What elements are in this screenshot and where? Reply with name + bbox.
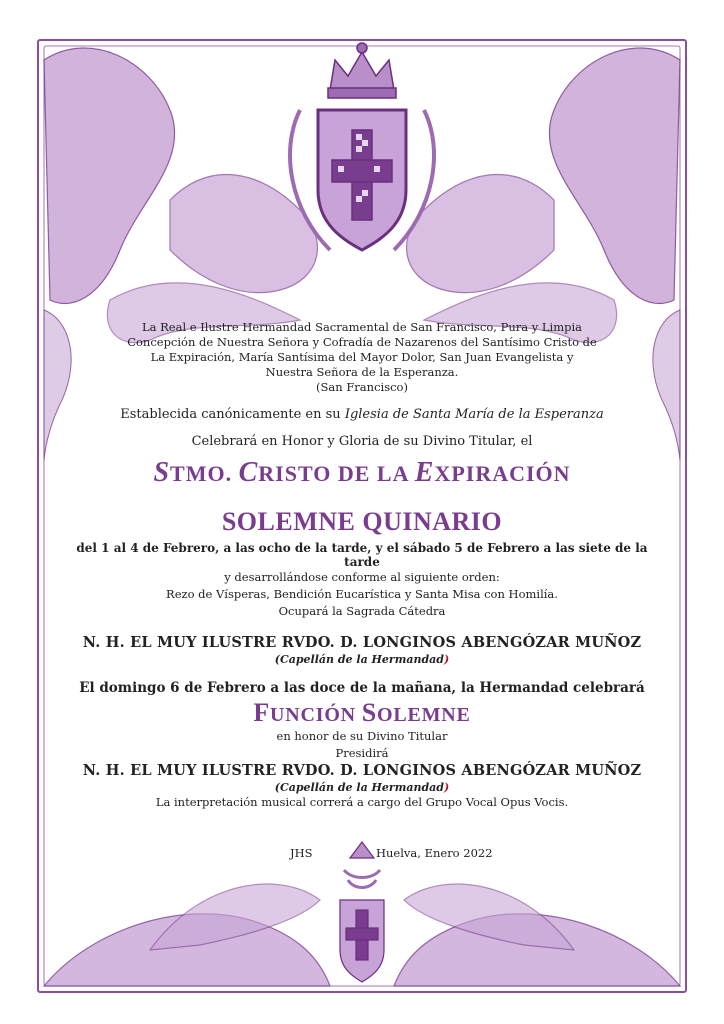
brotherhood-intro — [102, 320, 622, 395]
preacher-name: N. H. EL MUY ILUSTRE RVDO. D. LONGINOS ABENGÓZAR MUÑOZ — [82, 634, 642, 651]
titular-s-rest: TMO. — [170, 461, 239, 486]
presider-role-close: ) — [444, 781, 450, 794]
intro-line: La Real e Ilustre Hermandad Sacramental de San Francisco, Pura y Limpia — [141, 320, 583, 334]
titular-s-initial: S — [153, 457, 171, 488]
established-church: Iglesia de Santa María de la Esperanza — [344, 407, 604, 422]
poster-content — [60, 320, 664, 811]
quinario-title: SOLEMNE QUINARIO — [221, 507, 503, 536]
quinario-pulpit: Ocupará la Sagrada Cátedra — [278, 604, 446, 618]
titular-e-initial: E — [414, 457, 435, 488]
music-credit: La interpretación musical correrá a cargo del Grupo Vocal Opus Vocis. — [155, 795, 569, 809]
titular-e-rest: XPIRACIÓN — [434, 461, 571, 486]
funcion-f-rest: UNCIÓN — [270, 704, 362, 726]
funcion-s-rest: OLEMNE — [376, 704, 471, 726]
preacher-role — [60, 653, 664, 666]
titular-c-initial: C — [238, 457, 259, 488]
funcion-announcement: El domingo 6 de Febrero a las doce de la mañana, la Hermandad celebrará — [79, 680, 645, 696]
bottom-crest-emblem — [340, 842, 384, 982]
place-date: Huelva, Enero 2022 — [376, 846, 493, 860]
presider-name: N. H. EL MUY ILUSTRE RVDO. D. LONGINOS ABENGÓZAR MUÑOZ — [82, 762, 642, 779]
titular-c-rest: RISTO DE LA — [258, 461, 415, 486]
intro-line: La Expiración, María Santísima del Mayor Dolor, San Juan Evangelista y — [150, 350, 574, 364]
titular-name — [60, 457, 664, 489]
preacher-role-text: Capellán de la Hermandad — [279, 653, 444, 666]
funcion-f-initial: F — [253, 698, 270, 727]
preacher-role-close: ) — [444, 653, 450, 666]
presider-role-text: Capellán de la Hermandad — [279, 781, 444, 794]
intro-line: Nuestra Señora de la Esperanza. — [265, 365, 459, 379]
presider-role-open: ( — [274, 781, 280, 794]
jhs-monogram: JHS — [290, 846, 313, 860]
presides-label: Presidirá — [335, 746, 389, 760]
intro-line: Concepción de Nuestra Señora y Cofradía de Nazarenos del Santísimo Cristo de — [127, 335, 597, 349]
preacher-role-open: ( — [274, 653, 280, 666]
intro-line: (San Francisco) — [316, 380, 408, 394]
established-prefix: Establecida canónicamente en su — [120, 407, 345, 422]
quinario-dates: del 1 al 4 de Febrero, a las ocho de la tarde, y el sábado 5 de Febrero a las siete de la tarde — [76, 541, 648, 569]
quinario-acts: Rezo de Vísperas, Bendición Eucarística y Santa Misa con Homilía. — [166, 587, 558, 601]
funcion-s-initial: S — [361, 698, 377, 727]
presider-role — [60, 781, 664, 794]
quinario-order: y desarrollándose conforme al siguiente orden: — [224, 570, 500, 584]
crest-emblem — [290, 43, 434, 250]
celebration-line: Celebrará en Honor y Gloria de su Divino Titular, el — [191, 434, 533, 449]
funcion-title — [60, 698, 664, 728]
funcion-honor: en honor de su Divino Titular — [276, 729, 448, 743]
established-line — [60, 407, 664, 422]
